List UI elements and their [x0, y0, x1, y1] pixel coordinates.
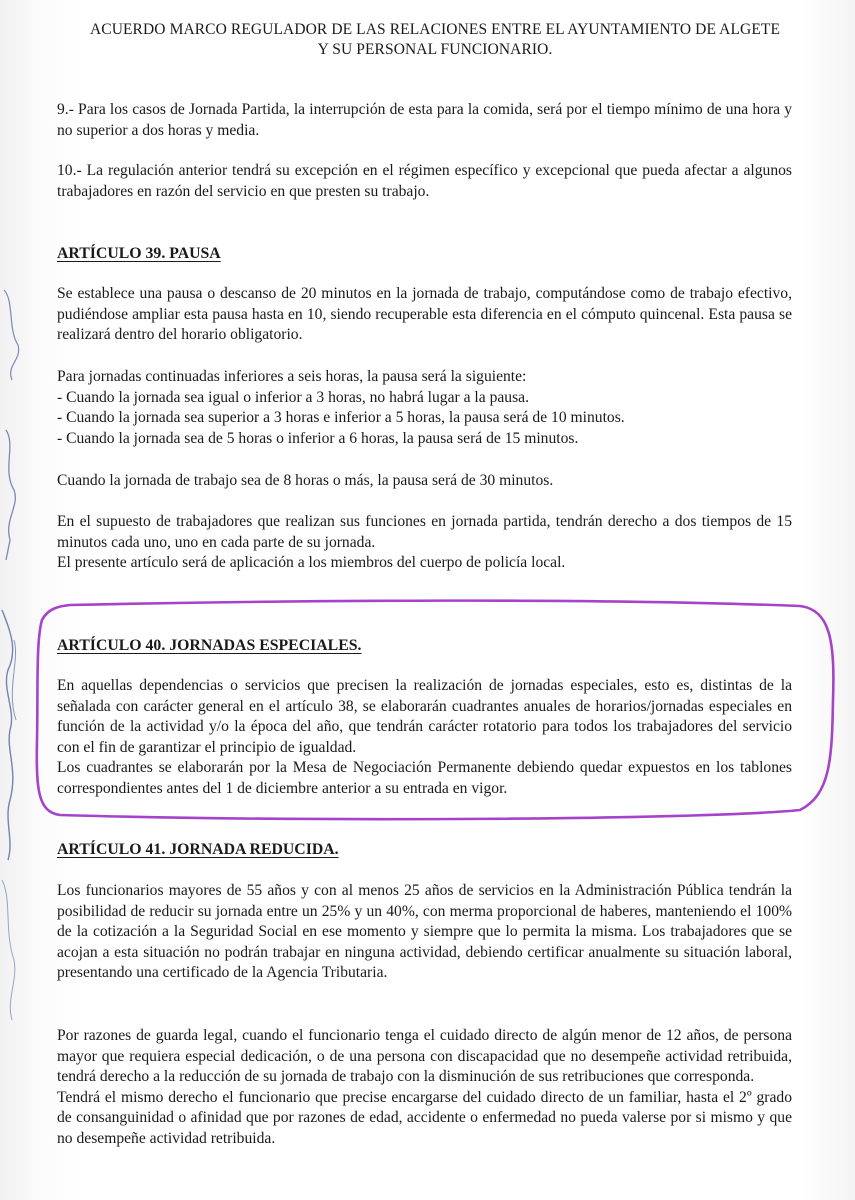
article-39-text-1: Se establece una pausa o descanso de 20 minutos en la jornada de trabajo, computándose como de trabajo efectivo, pudiéndose ampliar esta pausa hasta en 10, siendo recuperable esta diferencia en el cómputo quincenal. Esta pausa se realizará dentro del horario obligatorio. [57, 285, 792, 344]
article-40-paragraph [57, 676, 792, 800]
article-39-list-intro: Para jornadas continuadas inferiores a seis horas, la pausa será la siguiente: [57, 368, 527, 385]
article-39-text-4: El presente artículo será de aplicación a los miembros del cuerpo de policía local. [57, 554, 566, 572]
article-39-text-3: En el supuesto de trabajadores que realizan sus funciones en jornada partida, tendrán derecho a dos tiempos de 15 minutos cada uno, uno en cada parte de su jornada. [57, 513, 792, 551]
article-41-text-1: Los funcionarios mayores de 55 años y con al menos 25 años de servicios en la Administración Pública tendrán la posibilidad de reducir su jornada entre un 25% y un 40%, con merma proporcional de haberes, manteniendo el 100% de la cotización a la Seguridad Social en ese momento y siempre que lo permita la misma. Los trabajadores que se acojan a esta situación no podrán trabajar en ninguna actividad, debiendo certificar anualmente su situación laboral, presentando una certificado de la Agencia Tributaria. [57, 882, 792, 982]
list-item: - Cuando la jornada sea de 5 horas o inferior a 6 horas, la pausa será de 15 minutos. [57, 429, 579, 447]
item-10-text: 10.- La regulación anterior tendrá su excepción en el régimen específico y excepcional que pueda afectar a algunos trabajadores en razón del servicio en que presten su trabajo. [57, 162, 792, 200]
list-item: - Cuando la jornada sea igual o inferior a 3 horas, no habrá lugar a la pausa. [57, 388, 529, 406]
article-39-paragraph-1 [57, 284, 792, 346]
list-item: - Cuando la jornada sea superior a 3 horas e inferior a 5 horas, la pausa será de 10 minutos. [57, 409, 625, 427]
article-41-text-2: Por razones de guarda legal, cuando el funcionario tenga el cuidado directo de algún menor de 12 años, de persona mayor que requiera especial dedicación, o de una persona con discapacidad que no desempeñe actividad retribuida, tendrá derecho a la reducción de su jornada de trabajo con la disminución de sus retribuciones que corresponda. [57, 1027, 792, 1086]
article-40-heading: ARTÍCULO 40. JORNADAS ESPECIALES. [57, 637, 362, 654]
article-41-heading: ARTÍCULO 41. JORNADA REDUCIDA. [57, 841, 339, 858]
article-41-paragraph-2 [57, 1026, 792, 1150]
article-39-paragraph-3 [57, 512, 792, 574]
article-39-paragraph-2 [57, 471, 792, 492]
margin-signature [0, 0, 60, 1200]
header-line-1: ACUERDO MARCO REGULADOR DE LAS RELACIONES ENTRE EL AYUNTAMIENTO DE ALGETE [89, 21, 781, 38]
article-41-text-3: Tendrá el mismo derecho el funcionario que precise encargarse del cuidado directo de un familiar, hasta el 2º grado de consanguinidad o afinidad que por razones de edad, accidente o enfermedad no pueda valerse por si mismo y que no desempeñe actividad retribuida. [57, 1088, 792, 1147]
article-40-text-1: En aquellas dependencias o servicios que precisen la realización de jornadas especiales, esto es, distintas de la señalada con carácter general en el artículo 38, se elaborarán cuadrantes anuales de horarios/jornadas especiales en función de la actividad y/o la época del año, que tendrán carácter rotatorio para todos los trabajadores del servicio con el fin de garantizar el principio de igualdad. [57, 677, 792, 756]
item-9-text: 9.- Para los casos de Jornada Partida, la interrupción de esta para la comida, será por el tiempo mínimo de una hora y no superior a dos horas y media. [57, 101, 792, 139]
item-9-paragraph [57, 100, 792, 141]
article-41-paragraph-1 [57, 881, 792, 984]
item-10-paragraph [57, 161, 792, 202]
article-39-text-2: Cuando la jornada de trabajo sea de 8 horas o más, la pausa será de 30 minutos. [57, 472, 554, 489]
article-39-heading: ARTÍCULO 39. PAUSA [57, 245, 221, 262]
document-header [40, 20, 830, 60]
article-40-text-2: Los cuadrantes se elaborarán por la Mesa de Negociación Permanente debiendo quedar expuestos en los tablones correspondientes antes del 1 de diciembre anterior a su entrada en vigor. [57, 759, 792, 797]
header-line-2: Y SU PERSONAL FUNCIONARIO. [317, 41, 553, 58]
article-39-list [57, 367, 792, 449]
